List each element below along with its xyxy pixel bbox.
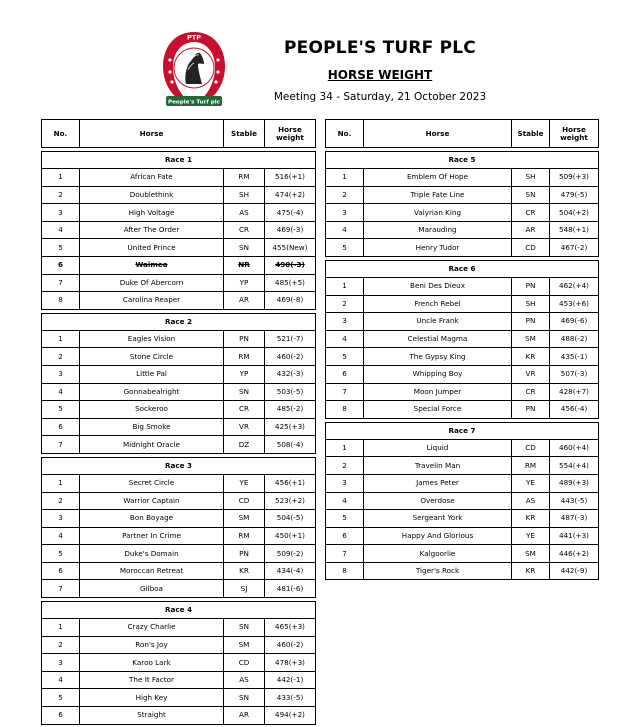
horse-name: Sergeant York — [364, 510, 512, 528]
horse-name: Stone Circle — [80, 348, 224, 366]
horse-name: Moon Jumper — [364, 383, 512, 401]
horse-weight: 503(-5) — [265, 383, 316, 401]
table-row — [42, 527, 316, 545]
horse-number: 7 — [42, 580, 80, 598]
horse-name: Henry Tudor — [364, 239, 512, 257]
horse-number: 3 — [42, 365, 80, 383]
horse-weight: 434(-4) — [265, 562, 316, 580]
stable-code: AR — [224, 292, 265, 310]
horse-number: 6 — [42, 707, 80, 725]
table-row — [42, 562, 316, 580]
horse-number: 5 — [326, 348, 364, 366]
table-row — [42, 510, 316, 528]
table-row — [42, 221, 316, 239]
stable-code: RM — [224, 527, 265, 545]
horse-name: Secret Circle — [80, 474, 224, 492]
column-header-stable: Stable — [512, 120, 550, 148]
table-row — [42, 186, 316, 204]
stable-code: YE — [512, 527, 550, 545]
horse-name: High Key — [80, 689, 224, 707]
horse-weight: 485(-2) — [265, 401, 316, 419]
race-title: Race 5 — [326, 152, 599, 169]
stable-code: CD — [512, 239, 550, 257]
race-header-row — [326, 260, 599, 277]
table-row — [326, 204, 599, 222]
document-subtitle: HORSE WEIGHT — [327, 68, 433, 82]
table-row — [326, 439, 599, 457]
stable-code: NR — [224, 256, 265, 274]
table-row — [42, 418, 316, 436]
stable-code: SH — [224, 186, 265, 204]
table-row — [42, 383, 316, 401]
table-row — [326, 474, 599, 492]
table-row — [326, 169, 599, 187]
horse-number: 2 — [42, 186, 80, 204]
stable-code: KR — [512, 562, 550, 580]
horse-weight: 446(+2) — [550, 545, 599, 563]
horse-name: Kalgoorlie — [364, 545, 512, 563]
left-weight-table — [41, 119, 315, 725]
stable-code: SM — [224, 510, 265, 528]
horse-weight: 469(-8) — [265, 292, 316, 310]
race-header-row — [42, 602, 316, 619]
horse-weight: 488(-2) — [550, 330, 599, 348]
table-row — [42, 169, 316, 187]
horse-number: 5 — [326, 239, 364, 257]
race-title: Race 7 — [326, 422, 599, 439]
horse-name: Uncle Frank — [364, 313, 512, 331]
horse-number: 1 — [326, 439, 364, 457]
horse-name: Travelin Man — [364, 457, 512, 475]
horse-name: Whipping Boy — [364, 365, 512, 383]
horse-name: Liquid — [364, 439, 512, 457]
table-row — [42, 401, 316, 419]
stable-code: DZ — [224, 436, 265, 454]
stable-code: SH — [512, 169, 550, 187]
stable-code: VR — [512, 365, 550, 383]
ptp-logo — [160, 30, 228, 108]
horse-name: Karoo Lark — [80, 654, 224, 672]
horse-weight: 460(-2) — [265, 636, 316, 654]
table-row — [42, 492, 316, 510]
horse-name: Moroccan Retreat — [80, 562, 224, 580]
horse-name: Partner In Crime — [80, 527, 224, 545]
table-row — [326, 221, 599, 239]
stable-code: AR — [224, 707, 265, 725]
stable-code: KR — [512, 510, 550, 528]
horse-weight: 504(-5) — [265, 510, 316, 528]
horse-name: Triple Fate Line — [364, 186, 512, 204]
horse-weight: 450(+1) — [265, 527, 316, 545]
horse-weight: 455(New) — [265, 239, 316, 257]
horse-weight: 521(-7) — [265, 330, 316, 348]
table-row — [42, 545, 316, 563]
column-header-horse: Horse — [364, 120, 512, 148]
table-row — [42, 474, 316, 492]
race-header-row — [326, 152, 599, 169]
table-row — [42, 671, 316, 689]
table-row — [42, 239, 316, 257]
horse-number: 2 — [42, 636, 80, 654]
horse-weight: 469(-6) — [550, 313, 599, 331]
stable-code: CR — [224, 221, 265, 239]
horse-name: High Voltage — [80, 204, 224, 222]
table-row — [326, 527, 599, 545]
stable-code: PN — [512, 401, 550, 419]
table-header-row — [326, 120, 599, 148]
stable-code: CR — [512, 204, 550, 222]
horse-name: United Prince — [80, 239, 224, 257]
horse-name: Bon Boyage — [80, 510, 224, 528]
table-row — [326, 186, 599, 204]
table-row — [42, 436, 316, 454]
horse-weight: 435(-1) — [550, 348, 599, 366]
horse-weight: 504(+2) — [550, 204, 599, 222]
horse-weight: 474(+2) — [265, 186, 316, 204]
horse-name: French Rebel — [364, 295, 512, 313]
horse-weight: 485(+5) — [265, 274, 316, 292]
table-row — [42, 365, 316, 383]
stable-code: AS — [224, 204, 265, 222]
column-header-weight: Horse weight — [265, 120, 316, 148]
company-title: PEOPLE'S TURF PLC — [284, 38, 476, 58]
table-row — [42, 707, 316, 725]
column-header-horse: Horse — [80, 120, 224, 148]
horse-weight: 481(-6) — [265, 580, 316, 598]
stable-code: SH — [512, 295, 550, 313]
horse-number: 4 — [42, 221, 80, 239]
horse-weight: 442(-1) — [265, 671, 316, 689]
horse-weight: 509(-2) — [265, 545, 316, 563]
column-header-weight: Horse weight — [550, 120, 599, 148]
horse-number: 7 — [42, 274, 80, 292]
horse-number: 4 — [42, 383, 80, 401]
horse-number: 4 — [326, 330, 364, 348]
horse-number: 5 — [42, 239, 80, 257]
horse-number: 2 — [42, 348, 80, 366]
horse-name: Doublethink — [80, 186, 224, 204]
table-row — [42, 580, 316, 598]
horse-name: Crazy Charlie — [80, 619, 224, 637]
stable-code: PN — [512, 277, 550, 295]
horse-number: 1 — [42, 474, 80, 492]
horse-weight: 479(-5) — [550, 186, 599, 204]
horse-number: 6 — [42, 418, 80, 436]
table-row — [42, 619, 316, 637]
horse-name: Ron's Joy — [80, 636, 224, 654]
horse-weight: 516(+1) — [265, 169, 316, 187]
stable-code: PN — [224, 545, 265, 563]
horse-number: 8 — [42, 292, 80, 310]
stable-code: PN — [512, 313, 550, 331]
table-row — [42, 348, 316, 366]
table-row — [326, 330, 599, 348]
horse-weight: 425(+3) — [265, 418, 316, 436]
horse-weight: 462(+4) — [550, 277, 599, 295]
stable-code: RM — [224, 348, 265, 366]
horse-number: 5 — [42, 689, 80, 707]
horse-name: Tiger's Rock — [364, 562, 512, 580]
horse-weight: 456(-4) — [550, 401, 599, 419]
horse-number: 3 — [42, 654, 80, 672]
table-row — [326, 277, 599, 295]
horse-name: Beni Des Dieux — [364, 277, 512, 295]
horse-weight: 441(+3) — [550, 527, 599, 545]
table-row — [42, 292, 316, 310]
horse-name: Duke's Domain — [80, 545, 224, 563]
stable-code: KR — [512, 348, 550, 366]
table-row — [326, 365, 599, 383]
horse-number: 6 — [326, 527, 364, 545]
meeting-info: Meeting 34 - Saturday, 21 October 2023 — [273, 91, 487, 103]
table-row — [326, 348, 599, 366]
horse-name: Big Smoke — [80, 418, 224, 436]
stable-code: PN — [224, 330, 265, 348]
column-header-no: No. — [42, 120, 80, 148]
horse-number: 5 — [42, 401, 80, 419]
table-header-row — [42, 120, 316, 148]
horse-number: 8 — [326, 562, 364, 580]
horse-name: Duke Of Abercorn — [80, 274, 224, 292]
stable-code: YP — [224, 274, 265, 292]
horse-name: The It Factor — [80, 671, 224, 689]
horse-weight: 475(-4) — [265, 204, 316, 222]
horse-name: African Fate — [80, 169, 224, 187]
horse-name: Warrior Captain — [80, 492, 224, 510]
race-header-row — [326, 422, 599, 439]
horse-weight: 490(-3) — [265, 256, 316, 274]
horse-weight: 456(+1) — [265, 474, 316, 492]
horse-weight: 433(-5) — [265, 689, 316, 707]
horse-weight: 489(+3) — [550, 474, 599, 492]
horse-name: Gonnabealright — [80, 383, 224, 401]
horse-number: 3 — [326, 204, 364, 222]
horse-name: The Gypsy King — [364, 348, 512, 366]
horse-weight: 487(-3) — [550, 510, 599, 528]
horse-number: 6 — [42, 256, 80, 274]
horse-weight: 460(-2) — [265, 348, 316, 366]
horse-weight: 453(+6) — [550, 295, 599, 313]
svg-text:EST 2023: EST 2023 — [186, 43, 202, 47]
table-row — [326, 313, 599, 331]
horse-name: Overdose — [364, 492, 512, 510]
horse-number: 6 — [326, 365, 364, 383]
horse-number: 5 — [326, 510, 364, 528]
horse-name: Waimea — [80, 256, 224, 274]
table-row — [42, 204, 316, 222]
stable-code: RM — [512, 457, 550, 475]
stable-code: SN — [512, 186, 550, 204]
stable-code: CD — [224, 654, 265, 672]
column-header-no: No. — [326, 120, 364, 148]
horse-weight: 494(+2) — [265, 707, 316, 725]
horse-weight: 442(-9) — [550, 562, 599, 580]
table-row — [326, 562, 599, 580]
horse-weight: 523(+2) — [265, 492, 316, 510]
table-row — [326, 383, 599, 401]
stable-code: SM — [512, 545, 550, 563]
horse-number: 7 — [326, 383, 364, 401]
horse-number: 1 — [42, 169, 80, 187]
horse-number: 5 — [42, 545, 80, 563]
stable-code: SN — [224, 239, 265, 257]
race-header-row — [42, 457, 316, 474]
horse-weight: 428(+7) — [550, 383, 599, 401]
race-title: Race 3 — [42, 457, 316, 474]
horse-number: 2 — [326, 295, 364, 313]
horse-weight: 507(-3) — [550, 365, 599, 383]
svg-text:People's Turf plc: People's Turf plc — [167, 99, 221, 106]
horse-number: 4 — [326, 492, 364, 510]
table-row — [326, 545, 599, 563]
horse-number: 3 — [42, 510, 80, 528]
horse-weight: 509(+3) — [550, 169, 599, 187]
horse-number: 7 — [326, 545, 364, 563]
horse-weight: 469(-3) — [265, 221, 316, 239]
horse-number: 3 — [326, 313, 364, 331]
race-header-row — [42, 313, 316, 330]
stable-code: CR — [512, 383, 550, 401]
stable-code: KR — [224, 562, 265, 580]
stable-code: RM — [224, 169, 265, 187]
horse-number: 4 — [42, 671, 80, 689]
svg-text:PTP: PTP — [187, 33, 201, 42]
horse-name: Celestial Magma — [364, 330, 512, 348]
table-row — [42, 689, 316, 707]
horse-name: Midnight Oracle — [80, 436, 224, 454]
horse-weight: 432(-3) — [265, 365, 316, 383]
horse-number: 8 — [326, 401, 364, 419]
horse-name: Eagles Vision — [80, 330, 224, 348]
horse-number: 2 — [326, 457, 364, 475]
horse-name: Special Force — [364, 401, 512, 419]
stable-code: SN — [224, 619, 265, 637]
stable-code: CR — [224, 401, 265, 419]
horse-weight: 508(-4) — [265, 436, 316, 454]
horse-name: James Peter — [364, 474, 512, 492]
race-header-row — [42, 152, 316, 169]
horse-number: 7 — [42, 436, 80, 454]
stable-code: SM — [512, 330, 550, 348]
horse-number: 4 — [326, 221, 364, 239]
horse-name: Marauding — [364, 221, 512, 239]
horse-name: Happy And Glorious — [364, 527, 512, 545]
horse-name: Sockeroo — [80, 401, 224, 419]
table-row — [326, 492, 599, 510]
stable-code: SJ — [224, 580, 265, 598]
table-row — [326, 401, 599, 419]
race-title: Race 1 — [42, 152, 316, 169]
horse-weight: 554(+4) — [550, 457, 599, 475]
horse-name: Gilboa — [80, 580, 224, 598]
stable-code: SN — [224, 383, 265, 401]
horse-number: 1 — [326, 169, 364, 187]
horse-weight: 548(+1) — [550, 221, 599, 239]
stable-code: YE — [512, 474, 550, 492]
table-row — [326, 295, 599, 313]
stable-code: CD — [512, 439, 550, 457]
race-title: Race 4 — [42, 602, 316, 619]
table-row — [42, 256, 316, 274]
horse-name: Straight — [80, 707, 224, 725]
horse-number: 6 — [42, 562, 80, 580]
horse-number: 2 — [326, 186, 364, 204]
horse-weight: 478(+3) — [265, 654, 316, 672]
stable-code: AS — [512, 492, 550, 510]
horse-weight: 465(+3) — [265, 619, 316, 637]
horseshoe-logo-icon — [160, 30, 228, 108]
horse-name: Emblem Of Hope — [364, 169, 512, 187]
horse-number: 1 — [42, 619, 80, 637]
horse-weight: 460(+4) — [550, 439, 599, 457]
table-row — [326, 510, 599, 528]
horse-weight: 467(-2) — [550, 239, 599, 257]
column-header-stable: Stable — [224, 120, 265, 148]
stable-code: YE — [224, 474, 265, 492]
table-row — [326, 457, 599, 475]
table-row — [42, 274, 316, 292]
stable-code: VR — [224, 418, 265, 436]
horse-number: 1 — [42, 330, 80, 348]
table-row — [42, 330, 316, 348]
right-weight-table — [325, 119, 598, 580]
stable-code: SN — [224, 689, 265, 707]
horse-weight: 443(-5) — [550, 492, 599, 510]
table-row — [42, 654, 316, 672]
race-title: Race 2 — [42, 313, 316, 330]
stable-code: AR — [512, 221, 550, 239]
horse-number: 1 — [326, 277, 364, 295]
table-row — [42, 636, 316, 654]
race-title: Race 6 — [326, 260, 599, 277]
horse-number: 3 — [42, 204, 80, 222]
horse-number: 2 — [42, 492, 80, 510]
horse-name: Little Pal — [80, 365, 224, 383]
horse-name: After The Order — [80, 221, 224, 239]
table-row — [326, 239, 599, 257]
stable-code: SM — [224, 636, 265, 654]
stable-code: YP — [224, 365, 265, 383]
horse-number: 3 — [326, 474, 364, 492]
stable-code: AS — [224, 671, 265, 689]
horse-name: Valyrian King — [364, 204, 512, 222]
horse-name: Carolina Reaper — [80, 292, 224, 310]
stable-code: CD — [224, 492, 265, 510]
horse-number: 4 — [42, 527, 80, 545]
